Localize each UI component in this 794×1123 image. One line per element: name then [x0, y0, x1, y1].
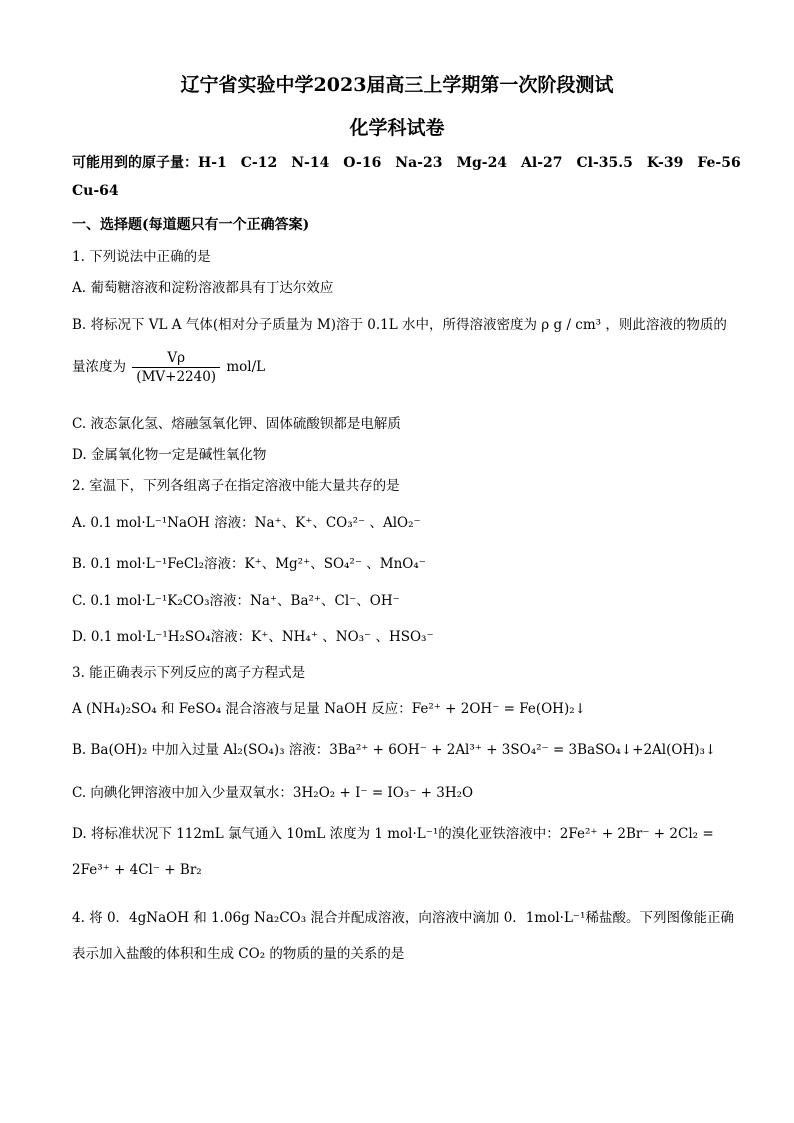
q1-option-b-cont-text: 量浓度为	[72, 359, 126, 375]
q3-option-b: B. Ba(OH)₂ 中加入过量 Al₂(SO₄)₃ 溶液：3Ba²⁺ + 6OH⁻ + 2Al³⁺ + 3SO₄²⁻ = 3BaSO₄↓+2Al(OH)₃↓	[72, 742, 717, 758]
q4-stem-continued: 表示加入盐酸的体积和生成 CO₂ 的物质的量的关系的是	[72, 946, 405, 962]
q4-stem: 4. 将 0．4gNaOH 和 1.06g Na₂CO₃ 混合并配成溶液，向溶液中滴加 0．1mol·L⁻¹稀盐酸。下列图像能正确	[72, 910, 734, 926]
fraction-numerator: Vρ	[132, 349, 220, 368]
q1-option-d: D. 金属氧化物一定是碱性氧化物	[72, 447, 267, 463]
q1-option-c: C. 液态氯化氢、熔融氢氧化钾、固体硫酸钡都是电解质	[72, 416, 401, 432]
section-heading-multiple-choice: 一、选择题(每道题只有一个正确答案)	[72, 217, 310, 233]
q1-option-b-continued	[72, 349, 265, 386]
q3-option-d-continued: 2Fe³⁺ + 4Cl⁻ + Br₂	[72, 862, 202, 878]
fraction-denominator: (MV+2240)	[136, 369, 217, 385]
q3-option-a: A (NH₄)₂SO₄ 和 FeSO₄ 混合溶液与足量 NaOH 反应：Fe²⁺ + 2OH⁻ = Fe(OH)₂↓	[72, 701, 586, 717]
q1-option-a: A. 葡萄糖溶液和淀粉溶液都具有丁达尔效应	[72, 280, 334, 296]
concentration-unit: mol/L	[226, 359, 266, 375]
q2-stem: 2. 室温下，下列各组离子在指定溶液中能大量共存的是	[72, 478, 400, 494]
q3-option-c: C. 向碘化钾溶液中加入少量双氧水：3H₂O₂ + I⁻ = IO₃⁻ + 3H₂O	[72, 785, 474, 801]
q2-option-a: A. 0.1 mol·L⁻¹NaOH 溶液：Na⁺、K⁺、CO₃²⁻ 、AlO₂⁻	[72, 515, 421, 531]
q2-option-d: D. 0.1 mol·L⁻¹H₂SO₄溶液：K⁺、NH₄⁺ 、NO₃⁻ 、HSO₃⁻	[72, 629, 434, 645]
exam-subtitle: 化学科试卷	[349, 117, 445, 139]
atomic-masses: 可能用到的原子量：H-1 C-12 N-14 O-16 Na-23 Mg-24 Al-27 Cl-35.5 K-39 Fe-56	[72, 155, 741, 171]
atomic-masses-continued: Cu-64	[72, 183, 119, 199]
q1-stem: 1. 下列说法中正确的是	[72, 249, 211, 265]
q2-option-c: C. 0.1 mol·L⁻¹K₂CO₃溶液：Na⁺、Ba²⁺、Cl⁻、OH⁻	[72, 593, 400, 609]
exam-title: 辽宁省实验中学2023届高三上学期第一次阶段测试	[180, 74, 614, 96]
q3-option-d: D. 将标准状况下 112mL 氯气通入 10mL 浓度为 1 mol·L⁻¹的溴化亚铁溶液中：2Fe²⁺ + 2Br⁻ + 2Cl₂ =	[72, 826, 714, 842]
q2-option-b: B. 0.1 mol·L⁻¹FeCl₂溶液：K⁺、Mg²⁺、SO₄²⁻ 、MnO₄⁻	[72, 556, 426, 572]
concentration-fraction	[132, 349, 220, 386]
q3-stem: 3. 能正确表示下列反应的离子方程式是	[72, 665, 306, 681]
q1-option-b: B. 将标况下 VL A 气体(相对分子质量为 M)溶于 0.1L 水中，所得溶液密度为 ρ g / cm³ ，则此溶液的物质的	[72, 317, 727, 333]
